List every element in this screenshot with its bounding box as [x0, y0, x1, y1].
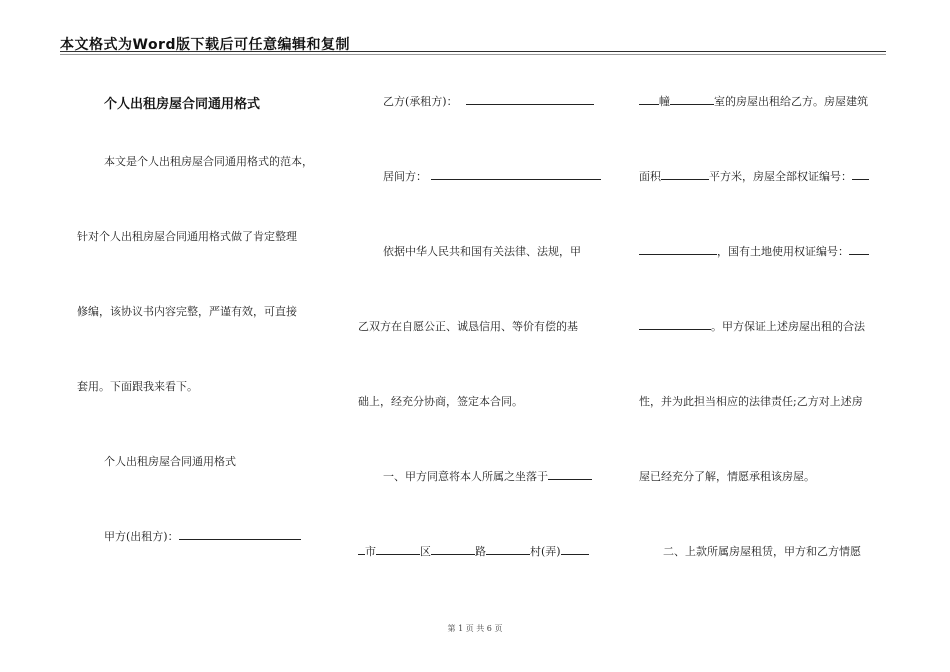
header-title: 本文格式为Word版下载后可任意编辑和复制	[60, 37, 350, 53]
basis-line-3: 础上，经充分协商，签定本合同。	[358, 395, 523, 408]
clause-1-text: 一、甲方同意将本人所属之坐落于	[383, 470, 548, 483]
lane-blank	[561, 553, 589, 555]
intro-line-1: 本文是个人出租房屋合同通用格式的范本，	[104, 155, 313, 168]
area-label: 面积	[639, 170, 661, 183]
column-1	[0, 0, 330, 672]
room-blank	[670, 103, 714, 105]
location-blank	[548, 478, 592, 480]
land-line	[639, 243, 869, 259]
address-line	[358, 543, 589, 559]
intro-line-3: 修编，该协议书内容完整，严谨有效，可直接	[77, 305, 297, 318]
agent-blank	[431, 178, 601, 180]
page-number: 第 1 页 共 6 页	[447, 624, 503, 633]
party-a-line	[104, 528, 301, 544]
room-line	[639, 93, 868, 109]
agent-label: 居间方：	[383, 170, 427, 183]
village-label: 村(弄)	[530, 545, 561, 558]
intro-line-2: 针对个人出租房屋合同通用格式做了肯定整理	[77, 230, 297, 243]
party-a-blank	[179, 538, 301, 540]
agent-line	[383, 168, 601, 184]
clause-2-line: 二、上款所属房屋租赁，甲方和乙方情愿	[663, 545, 861, 558]
liability-line: 性，并为此担当相应的法律责任;乙方对上述房	[639, 395, 863, 408]
room-text: 室的房屋出租给乙方。房屋建筑	[714, 95, 868, 108]
deed-blank	[639, 253, 717, 255]
city-label: 市	[365, 545, 376, 558]
basis-line-1: 依据中华人民共和国有关法律、法规，甲	[383, 245, 581, 258]
column-2	[330, 0, 620, 672]
party-b-blank	[466, 103, 594, 105]
contract-title: 个人出租房屋合同通用格式	[104, 97, 261, 112]
column-3	[620, 0, 950, 672]
road-blank	[431, 553, 475, 555]
basis-line-2: 乙双方在自愿公正、诚恳信用、等价有偿的基	[358, 320, 578, 333]
deed-blank-start	[852, 178, 869, 180]
guarantee-line	[639, 318, 865, 334]
party-b-line	[383, 93, 594, 109]
land-blank-start	[849, 253, 869, 255]
understand-line: 屋已经充分了解，情愿承租该房屋。	[639, 470, 815, 483]
road-label: 路	[475, 545, 486, 558]
subtitle: 个人出租房屋合同通用格式	[104, 455, 236, 468]
village-blank	[486, 553, 530, 555]
party-b-label: 乙方(承租方)：	[383, 95, 458, 108]
intro-line-4: 套用。下面跟我来看下。	[77, 380, 198, 393]
clause-1-line	[383, 468, 592, 484]
city-blank	[358, 553, 365, 555]
district-blank	[376, 553, 420, 555]
area-line	[639, 168, 869, 184]
guarantee-text: 。甲方保证上述房屋出租的合法	[711, 320, 865, 333]
district-label: 区	[420, 545, 431, 558]
area-text: 平方米，房屋全部权证编号：	[709, 170, 852, 183]
land-text: ，国有土地使用权证编号：	[717, 245, 849, 258]
building-blank	[639, 103, 659, 105]
area-blank	[661, 178, 709, 180]
party-a-label: 甲方(出租方)：	[104, 530, 179, 543]
building-label: 幢	[659, 95, 670, 108]
land-blank	[639, 328, 711, 330]
